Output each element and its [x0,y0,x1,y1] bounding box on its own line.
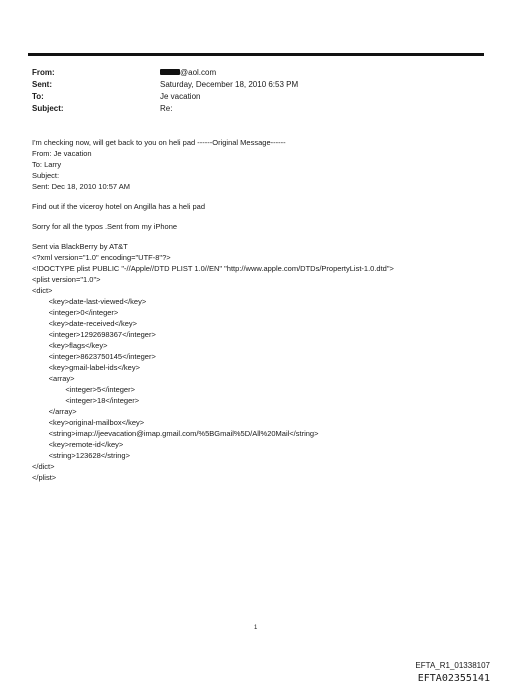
email-header [32,67,298,115]
footer-id-secondary: EFTA02355141 [417,673,490,684]
plist-line: </plist> [32,473,57,482]
subject-value: Re: [160,104,173,113]
plist-line: <key>gmail-label-ids</key> [32,363,140,372]
original-from: From: Je vacation [32,149,92,158]
footer-id-primary: EFTA_R1_01338107 [415,661,490,670]
plist-line: <integer>8623750145</integer> [32,352,156,361]
plist-line: <integer>0</integer> [32,308,119,317]
plist-line: <integer>1292698367</integer> [32,330,156,339]
plist-line: <key>original-mailbox</key> [32,418,145,427]
header-rule [28,53,484,56]
plist-line: <?xml version="1.0" encoding="UTF-8"?> [32,253,171,262]
subject-row [32,103,298,115]
plist-line: <plist version="1.0"> [32,275,101,284]
to-value: Je vacation [160,92,201,101]
original-subject: Subject: [32,171,60,180]
plist-line: <string>imap://jeevacation@imap.gmail.com/%5BGmail%5D/All%20Mail</string> [32,429,319,438]
from-label: From: [32,68,55,77]
to-row [32,91,298,103]
plist-line: <key>remote-id</key> [32,440,124,449]
typos-line: Sorry for all the typos .Sent from my iPhone [32,222,178,231]
plist-line: <dict> [32,286,53,295]
email-body [32,137,492,483]
plist-line: </array> [32,407,77,416]
redaction-block [160,69,180,75]
sent-value: Saturday, December 18, 2010 6:53 PM [160,80,299,89]
to-label: To: [32,92,44,101]
plist-line: <key>date-received</key> [32,319,138,328]
plist-line: <!DOCTYPE plist PUBLIC "-//Apple//DTD PLIST 1.0//EN" "http://www.apple.com/DTDs/PropertyList-1.0.dtd"> [32,264,394,273]
plist-line: <array> [32,374,75,383]
original-sent: Sent: Dec 18, 2010 10:57 AM [32,182,130,191]
plist-line: <string>123628</string> [32,451,130,460]
plist-line: <key>date-last-viewed</key> [32,297,147,306]
signature-line: Sent via BlackBerry by AT&T [32,242,128,251]
sent-row [32,79,298,91]
message-line: Find out if the viceroy hotel on Angilla has a heli pad [32,202,206,211]
original-to: To: Larry [32,160,62,169]
plist-line: <integer>5</integer> [32,385,135,394]
subject-label: Subject: [32,104,64,113]
from-row [32,67,298,79]
from-address: @aol.com [180,68,217,77]
from-value [160,67,216,79]
page-number: 1 [254,625,258,631]
reply-line: I'm checking now, will get back to you on heli pad ------Original Message------ [32,138,286,147]
sent-label: Sent: [32,80,52,89]
plist-line: </dict> [32,462,55,471]
plist-line: <key>flags</key> [32,341,108,350]
plist-line: <integer>18</integer> [32,396,140,405]
